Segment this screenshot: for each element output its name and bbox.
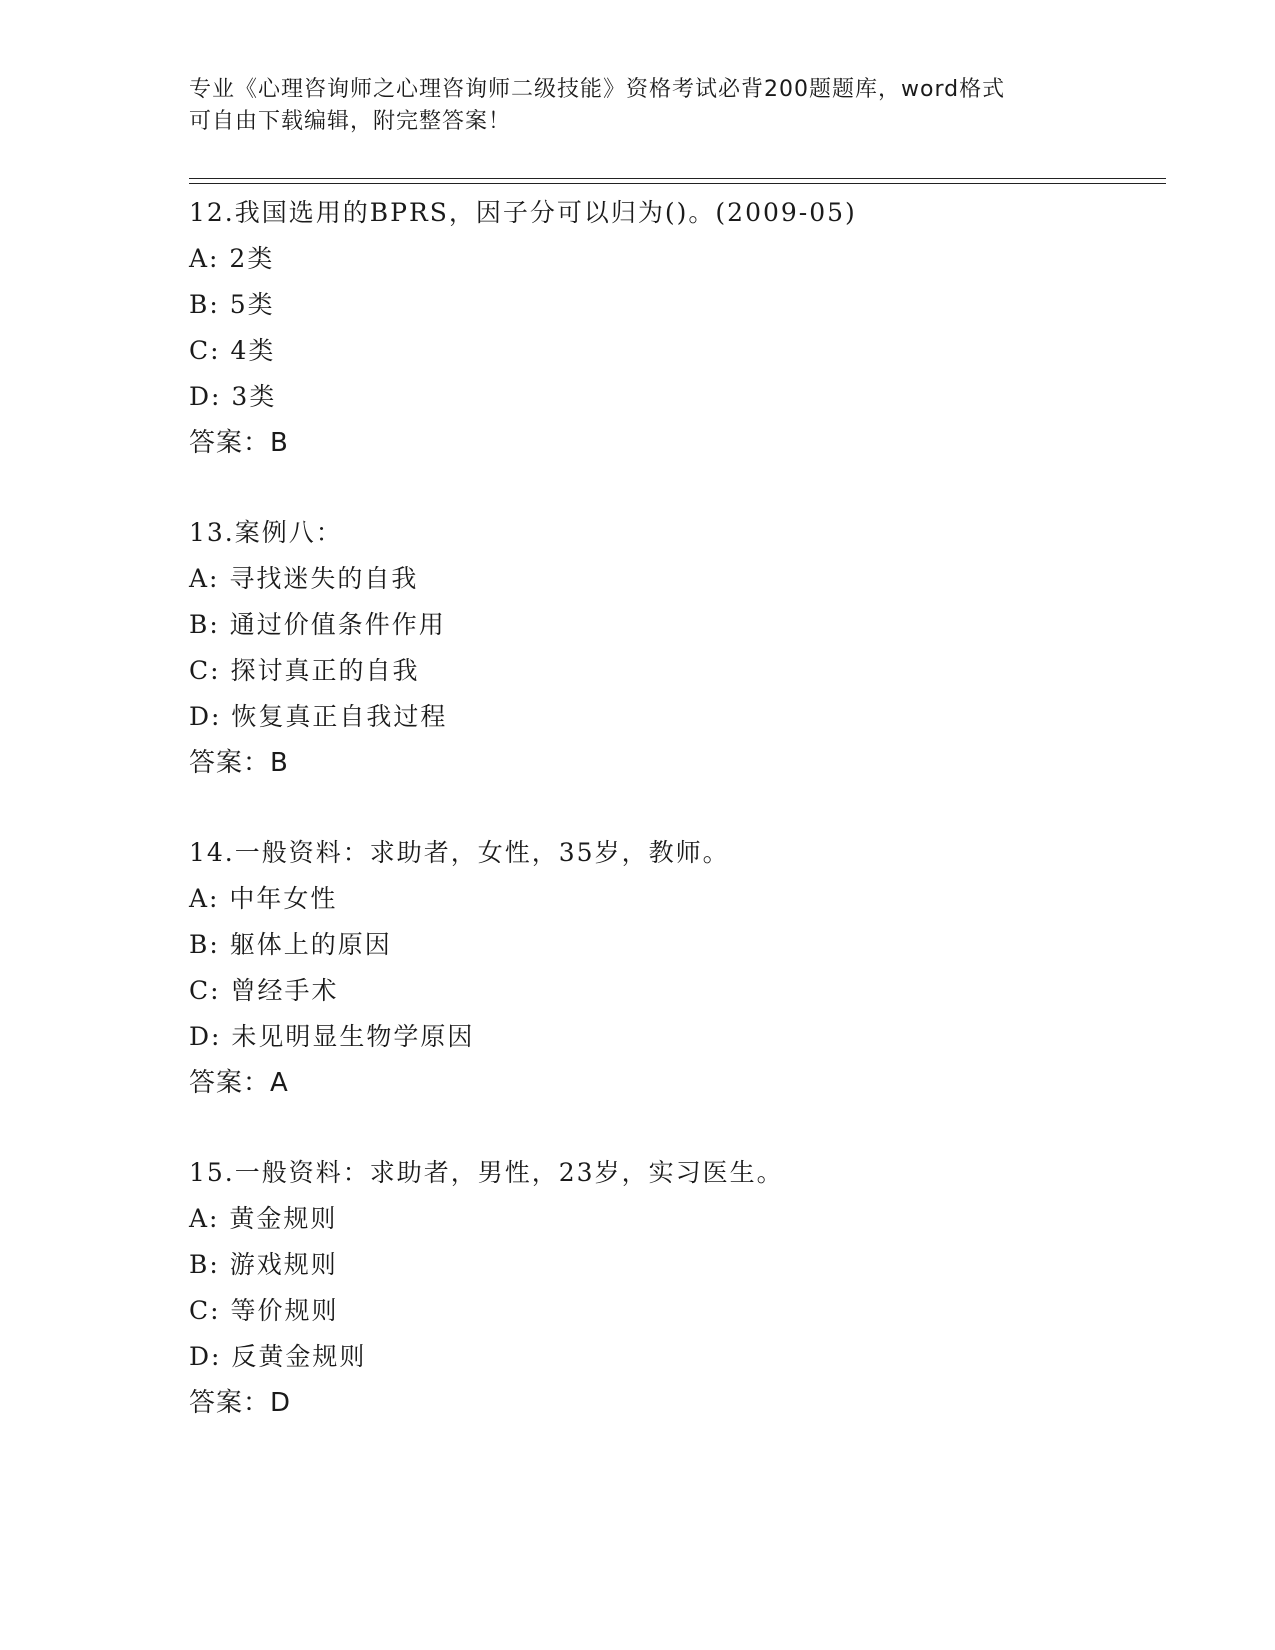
option-c: C: 曾经手术 (189, 976, 339, 1005)
option-c: C: 4类 (189, 336, 276, 365)
question-stem: 12.我国选用的BPRS，因子分可以归为()。(2009-05) (189, 198, 857, 227)
option-b: B: 5类 (189, 290, 275, 319)
answer-label: 答案：B (189, 428, 289, 458)
answer-label: 答案：D (189, 1388, 292, 1418)
question-13 (189, 510, 1149, 786)
option-b: B: 躯体上的原因 (189, 930, 392, 959)
question-stem: 14.一般资料：求助者，女性，35岁，教师。 (189, 838, 730, 867)
header-divider-bottom (189, 183, 1166, 184)
option-a: A: 寻找迷失的自我 (189, 564, 419, 593)
document-header (189, 74, 1089, 138)
question-14 (189, 830, 1149, 1106)
option-d: D: 未见明显生物学原因 (189, 1022, 475, 1051)
option-d: D: 3类 (189, 382, 277, 411)
option-a: A: 中年女性 (189, 884, 338, 913)
question-list (189, 190, 1149, 1470)
option-b: B: 通过价值条件作用 (189, 610, 446, 639)
header-title-line-2: 可自由下载编辑，附完整答案！ (189, 109, 512, 134)
option-d: D: 恢复真正自我过程 (189, 702, 448, 731)
answer-label: 答案：B (189, 748, 289, 778)
question-12 (189, 190, 1149, 466)
option-b: B: 游戏规则 (189, 1250, 338, 1279)
header-title-line-1: 专业《心理咨询师之心理咨询师二级技能》资格考试必背200题题库，word格式 (189, 77, 1006, 102)
answer-label: 答案：A (189, 1068, 289, 1098)
option-a: A: 黄金规则 (189, 1204, 338, 1233)
question-stem: 13.案例八： (189, 518, 343, 547)
header-divider-top (189, 178, 1166, 179)
option-c: C: 等价规则 (189, 1296, 339, 1325)
option-d: D: 反黄金规则 (189, 1342, 367, 1371)
question-stem: 15.一般资料：求助者，男性，23岁，实习医生。 (189, 1158, 784, 1187)
option-a: A: 2类 (189, 244, 275, 273)
option-c: C: 探讨真正的自我 (189, 656, 420, 685)
question-15 (189, 1150, 1149, 1426)
